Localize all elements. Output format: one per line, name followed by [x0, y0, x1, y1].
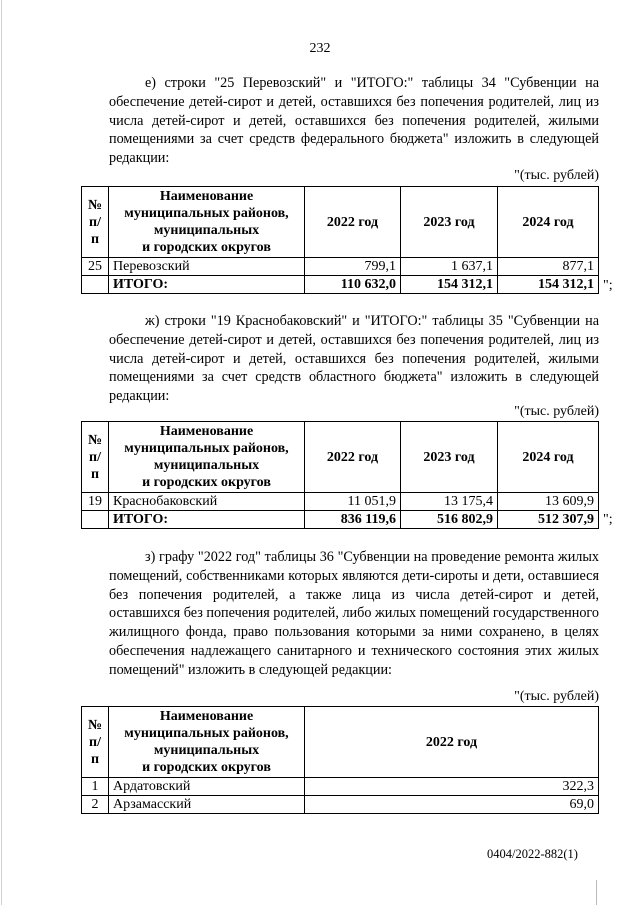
table-header-row [82, 707, 599, 778]
section-e-unit-label: "(тыс. рублей) [514, 168, 599, 183]
header-no: № п/п [82, 422, 109, 493]
row-no: 25 [82, 258, 109, 276]
header-no: № п/п [82, 187, 109, 258]
row-2024: 13 609,9 [498, 493, 599, 511]
total-label: ИТОГО: [109, 276, 305, 294]
header-2022: 2022 год [305, 422, 401, 493]
table-row [82, 258, 599, 276]
header-2024: 2024 год [498, 422, 599, 493]
total-row [82, 511, 599, 529]
section-e-terminator: "; [603, 278, 613, 293]
section-zh-terminator: "; [603, 512, 613, 527]
row-no: 2 [82, 796, 109, 814]
header-2022: 2022 год [305, 707, 599, 778]
total-label: ИТОГО: [109, 511, 305, 529]
section-e-table [81, 186, 599, 294]
header-2023: 2023 год [401, 422, 498, 493]
total-2024: 154 312,1 [498, 276, 599, 294]
row-name: Краснобаковский [109, 493, 305, 511]
row-2023: 1 637,1 [401, 258, 498, 276]
table-header-row [82, 187, 599, 258]
header-name: Наименование муниципальных районов, муниципальных и городских округов [109, 187, 305, 258]
section-zh-table [81, 421, 599, 529]
section-z-table [81, 706, 599, 814]
section-z-text: з) графу "2022 год" таблицы 36 "Субвенции на проведение ремонта жилых помещений, собственниками которых являются дети-сироты и дети, оставшиеся без попечения родителей, а также лица из числа детей-сирот и детей, оставшихся без попечения родителей, либо жилых помещений государственного жилищного фонда, право пользования которыми за ними сохранено, в целях обеспечения надлежащего санитарного и технического состояния этих жилых помещений" изложить в следующей редакции: [109, 549, 599, 678]
table-row [82, 778, 599, 796]
row-2022: 799,1 [305, 258, 401, 276]
page-number: 232 [309, 41, 331, 56]
section-e-text: е) строки "25 Перевозский" и "ИТОГО:" таблицы 34 "Субвенции на обеспечение детей-сирот и детей, оставшихся без попечения родителей, лиц из числа детей-сирот и детей, оставшихся без попечения родителей, жилыми помещениями за счет средств федерального бюджета" изложить в следующей редакции: [109, 75, 599, 167]
row-name: Ардатовский [109, 778, 305, 796]
row-2023: 13 175,4 [401, 493, 498, 511]
row-name: Арзамасский [109, 796, 305, 814]
row-2022: 69,0 [305, 796, 599, 814]
total-row [82, 276, 599, 294]
header-2022: 2022 год [305, 187, 401, 258]
table-row [82, 796, 599, 814]
row-2022: 322,3 [305, 778, 599, 796]
row-no: 19 [82, 493, 109, 511]
total-2022: 110 632,0 [305, 276, 401, 294]
header-no: № п/п [82, 707, 109, 778]
page-edge-line [1, 0, 2, 905]
total-2023: 154 312,1 [401, 276, 498, 294]
row-2022: 11 051,9 [305, 493, 401, 511]
section-z-unit-label: "(тыс. рублей) [514, 689, 599, 704]
header-name: Наименование муниципальных районов, муниципальных и городских округов [109, 707, 305, 778]
row-name: Перевозский [109, 258, 305, 276]
row-no: 1 [82, 778, 109, 796]
total-2022: 836 119,6 [305, 511, 401, 529]
section-zh-text: ж) строки "19 Краснобаковский" и "ИТОГО:" таблицы 35 "Субвенции на обеспечение детей-сирот и детей, оставшихся без попечения родителей, лиц из числа детей-сирот и детей, оставшихся без попечения родителей, жилыми помещениями за счет средств областного бюджета" изложить в следующей редакции: [109, 313, 599, 405]
section-zh-unit-label: "(тыс. рублей) [514, 404, 599, 419]
header-name: Наименование муниципальных районов, муниципальных и городских округов [109, 422, 305, 493]
total-2023: 516 802,9 [401, 511, 498, 529]
total-2024: 512 307,9 [498, 511, 599, 529]
table-row [82, 493, 599, 511]
table-header-row [82, 422, 599, 493]
header-2024: 2024 год [498, 187, 599, 258]
row-2024: 877,1 [498, 258, 599, 276]
page-corner-mark [596, 880, 597, 905]
document-code: 0404/2022-882(1) [487, 847, 578, 861]
header-2023: 2023 год [401, 187, 498, 258]
